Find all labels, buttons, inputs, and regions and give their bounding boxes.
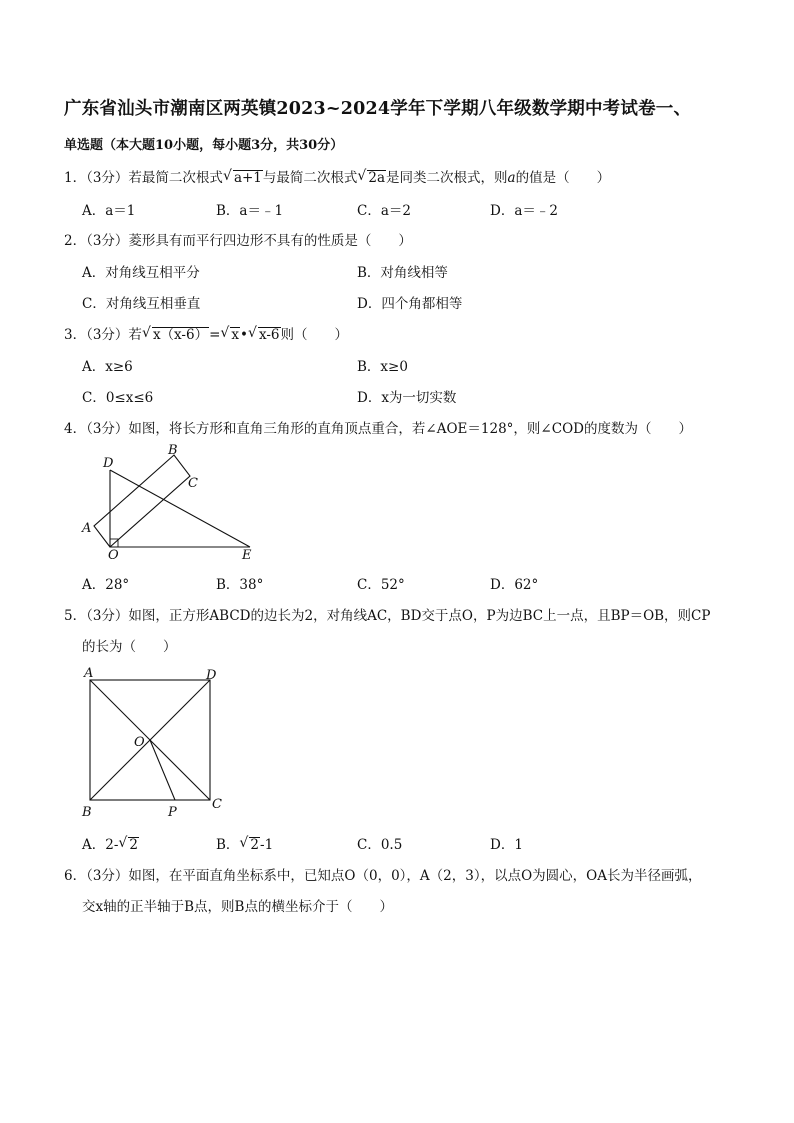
q4-label-d: D bbox=[103, 456, 114, 471]
q5-label-p: P bbox=[168, 805, 177, 820]
q1-text-mid: 与最简二次根式 bbox=[262, 170, 358, 186]
q4-label-o: O bbox=[108, 548, 119, 563]
q5-label-b: B bbox=[82, 805, 92, 820]
q5-segment-op bbox=[150, 740, 175, 800]
q5-option-a-radical bbox=[119, 837, 139, 853]
q1-text-end2: 的值是（ ） bbox=[515, 170, 611, 186]
question-6-line-2: 交x轴的正半轴于B点，则B点的横坐标介于（ ） bbox=[82, 899, 393, 915]
q1-option-c[interactable]: C．a＝2 bbox=[357, 203, 411, 219]
q1-option-a[interactable]: A．a＝1 bbox=[82, 203, 136, 219]
q1-text-end1: 是同类二次根式，则 bbox=[386, 170, 508, 186]
q3-radical-1 bbox=[143, 327, 209, 343]
q3-radical-3 bbox=[249, 327, 281, 343]
q3-text-start: 3．（3分）若 bbox=[64, 327, 142, 343]
question-1 bbox=[64, 166, 610, 186]
q1-variable: a bbox=[507, 170, 516, 186]
question-4: 4．（3分）如图，将长方形和直角三角形的直角顶点重合，若∠AOE＝128°，则∠COD的度数为（ ） bbox=[64, 421, 692, 437]
q1-radical-1 bbox=[224, 170, 263, 186]
q5-label-a: A bbox=[84, 666, 94, 681]
q5-option-a-text: A．2- bbox=[82, 837, 119, 853]
q3-option-c[interactable]: C．0≤x≤6 bbox=[82, 390, 154, 406]
q3-text-end: 则（ ） bbox=[280, 327, 349, 343]
q5-option-b[interactable] bbox=[216, 833, 273, 853]
q4-line-de bbox=[110, 470, 250, 547]
q5-option-b-text: B． bbox=[216, 837, 240, 853]
q5-option-a[interactable] bbox=[82, 833, 139, 853]
q1-radical-2 bbox=[358, 170, 386, 186]
q5-figure bbox=[78, 664, 228, 824]
section-heading: 单选题（本大题10小题，每小题3分，共30分） bbox=[64, 138, 344, 153]
q2-option-a[interactable]: A．对角线互相平分 bbox=[82, 265, 200, 281]
q3-option-a[interactable]: A．x≥6 bbox=[82, 359, 133, 375]
q1-radicand-1: a+1 bbox=[233, 170, 262, 186]
q5-option-c[interactable]: C．0.5 bbox=[357, 837, 403, 853]
question-3 bbox=[64, 323, 348, 343]
q5-option-d[interactable]: D．1 bbox=[490, 837, 523, 853]
q4-figure bbox=[78, 440, 268, 565]
q4-label-c: C bbox=[188, 476, 198, 491]
q4-label-e: E bbox=[242, 548, 252, 563]
q4-option-d[interactable]: D．62° bbox=[490, 577, 539, 593]
q4-option-a[interactable]: A．28° bbox=[82, 577, 130, 593]
q5-label-d: D bbox=[206, 668, 217, 683]
question-5-line-1: 5．（3分）如图，正方形ABCD的边长为2，对角线AC，BD交于点O，P为边BC上一点，且BP＝OB，则CP bbox=[64, 608, 711, 624]
q1-radicand-2: 2a bbox=[368, 170, 386, 186]
question-5-line-2: 的长为（ ） bbox=[82, 639, 177, 655]
q2-option-d[interactable]: D．四个角都相等 bbox=[357, 296, 463, 312]
exam-title: 广东省汕头市潮南区两英镇2023~2024学年下学期八年级数学期中考试卷一、 bbox=[64, 99, 692, 119]
q5-option-b-tail: -1 bbox=[260, 837, 274, 853]
q4-label-b: B bbox=[168, 443, 178, 458]
question-6-line-1: 6．（3分）如图，在平面直角坐标系中，已知点O（0，0），A（2，3），以点O为圆心，OA长为半径画弧， bbox=[64, 868, 702, 884]
q3-radicand-1: x（x-6） bbox=[152, 327, 209, 343]
q4-label-a: A bbox=[82, 521, 92, 536]
q5-option-b-radical bbox=[240, 837, 260, 853]
q3-radical-2 bbox=[221, 327, 240, 343]
q5-label-c: C bbox=[212, 797, 222, 812]
q3-dot: • bbox=[240, 327, 248, 343]
q4-option-c[interactable]: C．52° bbox=[357, 577, 405, 593]
q3-radicand-2: x bbox=[231, 327, 240, 343]
q3-option-b[interactable]: B．x≥0 bbox=[357, 359, 408, 375]
q2-option-b[interactable]: B．对角线相等 bbox=[357, 265, 448, 281]
q5-label-o: O bbox=[134, 735, 145, 750]
q3-equals: = bbox=[209, 327, 221, 343]
question-2: 2．（3分）菱形具有而平行四边形不具有的性质是（ ） bbox=[64, 233, 412, 249]
q1-text-start: 1．（3分）若最简二次根式 bbox=[64, 170, 223, 186]
q1-option-b[interactable]: B．a＝﹣1 bbox=[216, 203, 284, 219]
q5-option-b-radicand: 2 bbox=[250, 837, 260, 853]
q1-option-d[interactable]: D．a＝﹣2 bbox=[490, 203, 558, 219]
q3-option-d[interactable]: D．x为一切实数 bbox=[357, 390, 457, 406]
q3-radicand-3: x-6 bbox=[258, 327, 280, 343]
q5-option-a-radicand: 2 bbox=[129, 837, 138, 853]
q4-option-b[interactable]: B．38° bbox=[216, 577, 264, 593]
q2-option-c[interactable]: C．对角线互相垂直 bbox=[82, 296, 201, 312]
